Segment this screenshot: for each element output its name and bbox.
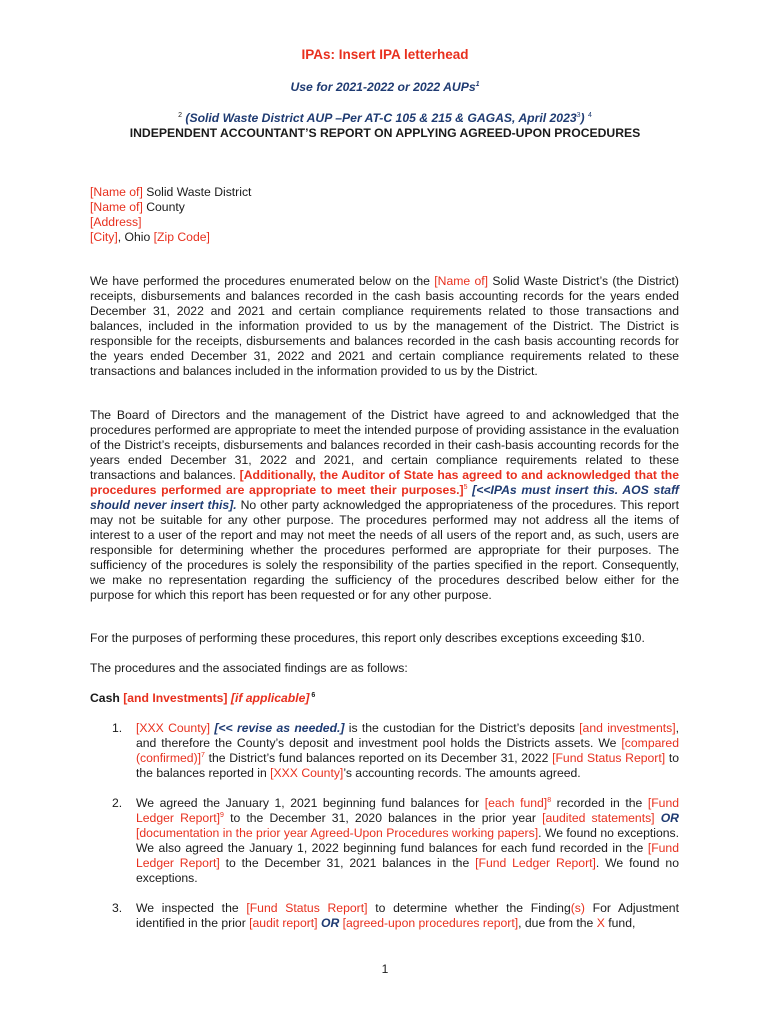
report-subtitle: $^2$ (Solid Waste District AUP –Per AT-C 105 & 215 & GAGAS, April 2023$^3$) $^4$ [178, 111, 592, 125]
address-line-street: [Address] [90, 215, 142, 229]
paragraph-exceptions: For the purposes of performing these procedures, this report only describes exceptions exceeding $10. [90, 631, 645, 645]
letterhead-placeholder: IPAs: Insert IPA letterhead [301, 47, 469, 62]
paragraph-agreement: The Board of Directors and the management of the District have agreed to and acknowledged that the procedures performed are appropriate to meet the intended purpose of providing assistance in the evaluation of the District’s receipts, disbursements and balances recorded in their cash-basis accounting records for the years ended December 31, 2022 and 2021, and certain compliance requirements related to these transactions and balances. [Additionally, the Auditor of State has agreed to and acknowledged that the procedures performed are appropriate to meet their purposes.]$^5$ [<<IPAs must insert this. AOS staff should never insert this]. No other party acknowledged the appropriateness of the procedures. This report may not be suitable for any other purpose. The procedures performed may not address all the items of interest to a user of the report and may not meet the needs of all users of the report and, as such, users are responsible for determining whether the procedures performed are appropriate for their purposes. The sufficiency of the procedures is solely the responsibility of the parties specified in the report. Consequently, we make no representation regarding the sufficiency of the procedures described below either for the purpose for which this report has been requested or for any other purpose. [90, 408, 679, 602]
page-number: 1 [381, 962, 389, 976]
address-line-county: [Name of] County [90, 200, 185, 214]
paragraph-scope: We have performed the procedures enumerated below on the [Name of] Solid Waste District’s (the District) receipts, disbursements and balances recorded in the cash basis accounting records for the years ended December 31, 2022 and 2021 and certain compliance requirements related to those transactions and balances, included in the information provided to us by the management of the District. The District is responsible for the receipts, disbursements and balances recorded in the cash basis accounting records for the years ended December 31, 2022 and 2021 and certain compliance requirements related to these transactions and balances included in the information provided to us by the District. [90, 274, 679, 378]
report-title: INDEPENDENT ACCOUNTANT’S REPORT ON APPLYING AGREED-UPON PROCEDURES [129, 126, 641, 140]
use-for-line: Use for 2021-2022 or 2022 AUPs$^1$ [290, 80, 480, 94]
paragraph-findings-intro: The procedures and the associated findings are as follows: [90, 661, 408, 675]
address-line-district: [Name of] Solid Waste District [90, 185, 252, 199]
recipient-address [90, 185, 679, 245]
procedure-list [90, 721, 679, 931]
address-line-city: [City], Ohio [Zip Code] [90, 230, 210, 244]
procedure-item-3: 3. We inspected the [Fund Status Report] to determine whether the Finding(s) For Adjustment identified in the prior [audit report] OR [agreed-upon procedures report], due from the X fund, [112, 901, 679, 930]
section-heading-cash: Cash [and Investments] [if applicable] $^6$ [90, 691, 316, 705]
procedure-item-1: 1. [XXX County] [<< revise as needed.] is the custodian for the District’s deposits [and investments], and therefore the County’s deposit and investment pool holds the Districts assets. We [compared (confirmed)]$^7$ the District’s fund balances reported on its December 31, 2022 [Fund Status Report] to the balances reported in [XXX County]’s accounting records. The amounts agreed. [112, 721, 679, 780]
procedure-item-2: 2. We agreed the January 1, 2021 beginning fund balances for [each fund]$^8$ recorded in the [Fund Ledger Report]$^9$ to the December 31, 2020 balances in the prior year [audited statements] OR [documentation in the prior year Agreed-Upon Procedures working papers]. We found no exceptions. We also agreed the January 1, 2022 beginning fund balances for each fund recorded in the [Fund Ledger Report] to the December 31, 2021 balances in the [Fund Ledger Report]. We found no exceptions. [112, 796, 680, 885]
report-heading [0, 111, 770, 141]
